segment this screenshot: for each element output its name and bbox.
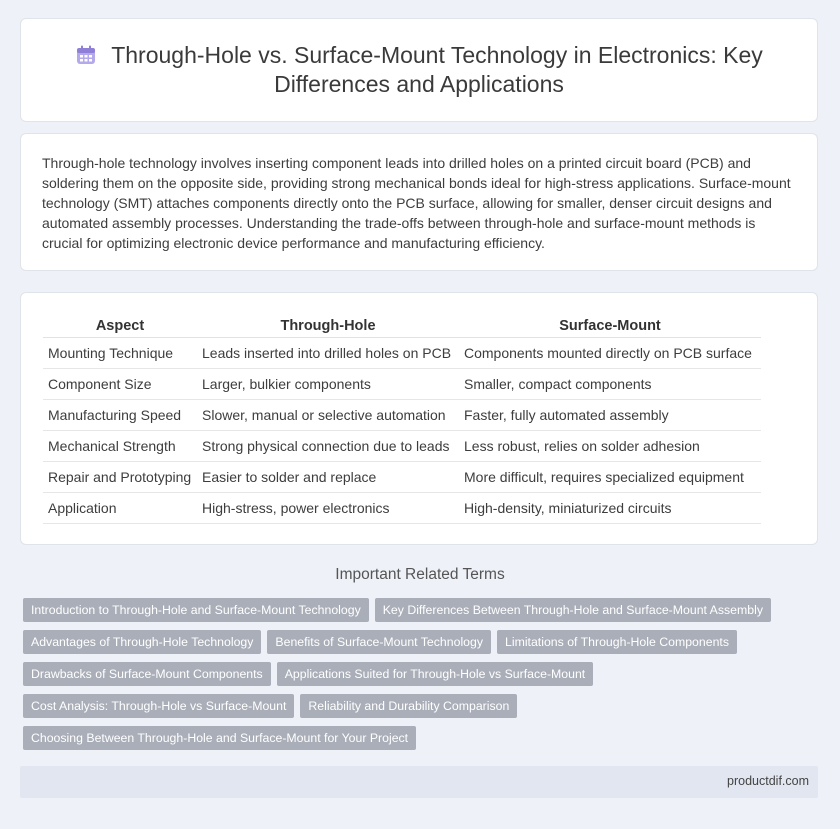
related-terms-heading: Important Related Terms: [335, 566, 505, 583]
title-card: [20, 18, 818, 122]
calendar-icon: [75, 44, 97, 66]
table-cell: Component Size: [43, 369, 197, 400]
related-term-tag[interactable]: Introduction to Through-Hole and Surface-Mount Technology: [23, 598, 369, 622]
header-surface-mount: Surface-Mount: [459, 315, 761, 338]
table-cell: Repair and Prototyping: [43, 462, 197, 493]
table-cell: High-density, miniaturized circuits: [459, 493, 761, 524]
header-aspect: Aspect: [43, 315, 197, 338]
related-term-tag[interactable]: Cost Analysis: Through-Hole vs Surface-Mount: [23, 694, 294, 718]
related-term-tag[interactable]: Advantages of Through-Hole Technology: [23, 630, 261, 654]
table-row: [43, 431, 761, 462]
table-cell: Easier to solder and replace: [197, 462, 459, 493]
table-cell: High-stress, power electronics: [197, 493, 459, 524]
related-term-tag[interactable]: Benefits of Surface-Mount Technology: [267, 630, 491, 654]
table-row: [43, 462, 761, 493]
table-cell: Less robust, relies on solder adhesion: [459, 431, 761, 462]
related-term-tag[interactable]: Key Differences Between Through-Hole and Surface-Mount Assembly: [375, 598, 771, 622]
table-row: [43, 493, 761, 524]
related-term-tag[interactable]: Limitations of Through-Hole Components: [497, 630, 737, 654]
table-cell: Mechanical Strength: [43, 431, 197, 462]
related-terms-list: [23, 598, 803, 750]
header-through-hole: Through-Hole: [197, 315, 459, 338]
footer: [20, 766, 818, 798]
page-title-text: Through-Hole vs. Surface-Mount Technology in Electronics: Key Differences and Applications: [111, 42, 763, 97]
table-cell: Faster, fully automated assembly: [459, 400, 761, 431]
table-row: [43, 400, 761, 431]
table-row: [43, 338, 761, 369]
table-cell: Smaller, compact components: [459, 369, 761, 400]
related-term-tag[interactable]: Choosing Between Through-Hole and Surface-Mount for Your Project: [23, 726, 416, 750]
table-cell: Components mounted directly on PCB surface: [459, 338, 761, 369]
table-cell: Leads inserted into drilled holes on PCB: [197, 338, 459, 369]
page-title: [61, 41, 777, 99]
intro-card: [20, 133, 818, 271]
related-term-tag[interactable]: Reliability and Durability Comparison: [300, 694, 517, 718]
table-cell: Slower, manual or selective automation: [197, 400, 459, 431]
footer-site-link[interactable]: productdif.com: [727, 774, 809, 788]
table-cell: Strong physical connection due to leads: [197, 431, 459, 462]
intro-paragraph: Through-hole technology involves inserting component leads into drilled holes on a printed circuit board (PCB) and soldering them on the opposite side, providing strong mechanical bonds ideal for high-stress applications. Surface-mount technology (SMT) attaches components directly onto the PCB surface, allowing for smaller, denser circuit designs and automated assembly processes. Understanding the trade-offs between through-hole and surface-mount methods is crucial for optimizing electronic device performance and manufacturing efficiency.: [42, 155, 791, 251]
table-cell: More difficult, requires specialized equipment: [459, 462, 761, 493]
table-cell: Mounting Technique: [43, 338, 197, 369]
comparison-table-card: [20, 292, 818, 545]
related-term-tag[interactable]: Applications Suited for Through-Hole vs Surface-Mount: [277, 662, 594, 686]
table-cell: Application: [43, 493, 197, 524]
related-term-tag[interactable]: Drawbacks of Surface-Mount Components: [23, 662, 271, 686]
table-cell: Manufacturing Speed: [43, 400, 197, 431]
table-header-row: [43, 315, 761, 338]
comparison-table: [43, 315, 761, 524]
table-row: [43, 369, 761, 400]
table-cell: Larger, bulkier components: [197, 369, 459, 400]
